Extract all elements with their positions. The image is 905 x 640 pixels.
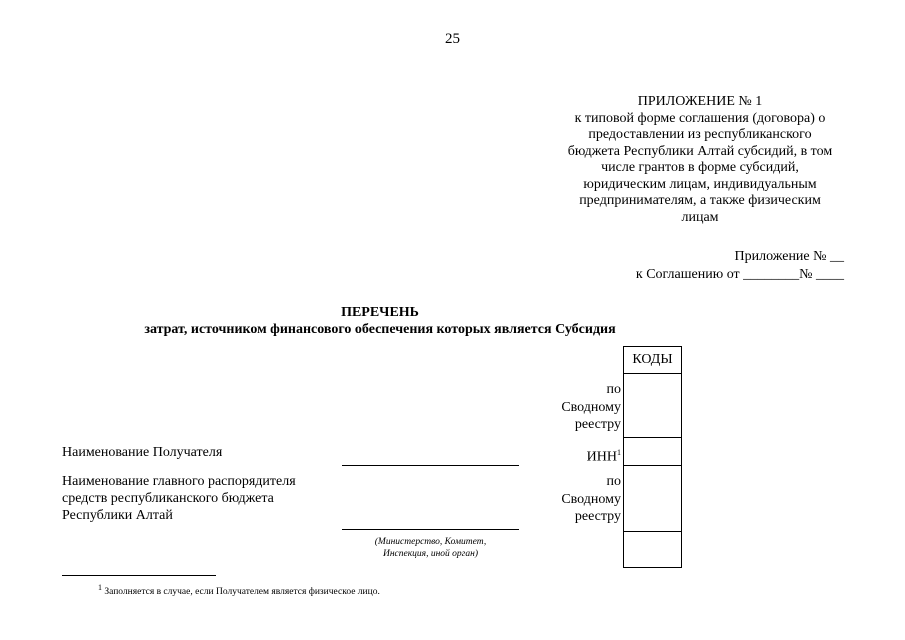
list-title-main: ПЕРЕЧЕНЬ bbox=[341, 305, 419, 320]
recipient-field-line bbox=[342, 465, 519, 466]
agreement-date-number: к Соглашению от ________№ ____ bbox=[635, 266, 844, 282]
empty-code-cell bbox=[624, 532, 682, 568]
footnote: $^1$ Заполняется в случае, если Получателем является физическое лицо. bbox=[98, 583, 380, 598]
codes-header: КОДЫ bbox=[624, 347, 682, 374]
appendix-line: числе грантов в форме субсидий, bbox=[601, 160, 799, 175]
main-manager-label: Наименование главного распорядителя средств республиканского бюджета Республики Алтай bbox=[62, 474, 296, 523]
appendix-line: юридическим лицам, индивидуальным bbox=[583, 176, 817, 192]
register-code-cell bbox=[624, 466, 682, 532]
list-title-subtitle: затрат, источником финансового обеспечения которых является Субсидия bbox=[144, 322, 616, 337]
recipient-label: Наименование Получателя bbox=[62, 445, 223, 460]
main-manager-field-line bbox=[342, 529, 519, 530]
appendix-line: лицам bbox=[681, 209, 719, 225]
page-number: 25 bbox=[445, 31, 460, 47]
appendix-line: бюджета Республики Алтай субсидий, в том bbox=[567, 143, 833, 159]
main-manager-hint: (Министерство, Комитет, Инспекция, иной орган) bbox=[374, 537, 487, 559]
register-code-cell bbox=[624, 374, 682, 438]
codes-table bbox=[623, 346, 682, 568]
appendix-line: предпринимателям, а также физическим bbox=[579, 193, 821, 208]
register-label: по Сводному реестру bbox=[561, 382, 621, 432]
list-title bbox=[0, 304, 760, 338]
appendix-line: к типовой форме соглашения (договора) о bbox=[574, 110, 826, 126]
register-label: по Сводному реестру bbox=[561, 474, 621, 524]
appendix-line: предоставлении из республиканского bbox=[588, 127, 812, 142]
appendix-title: ПРИЛОЖЕНИЕ № 1 bbox=[637, 94, 763, 109]
agreement-appendix-number: Приложение № __ bbox=[734, 249, 844, 264]
inn-label: ИНН$^1$ bbox=[586, 448, 621, 465]
appendix-header bbox=[548, 94, 852, 226]
footnote-separator bbox=[62, 575, 216, 576]
agreement-reference bbox=[636, 248, 844, 283]
inn-code-cell bbox=[624, 438, 682, 466]
